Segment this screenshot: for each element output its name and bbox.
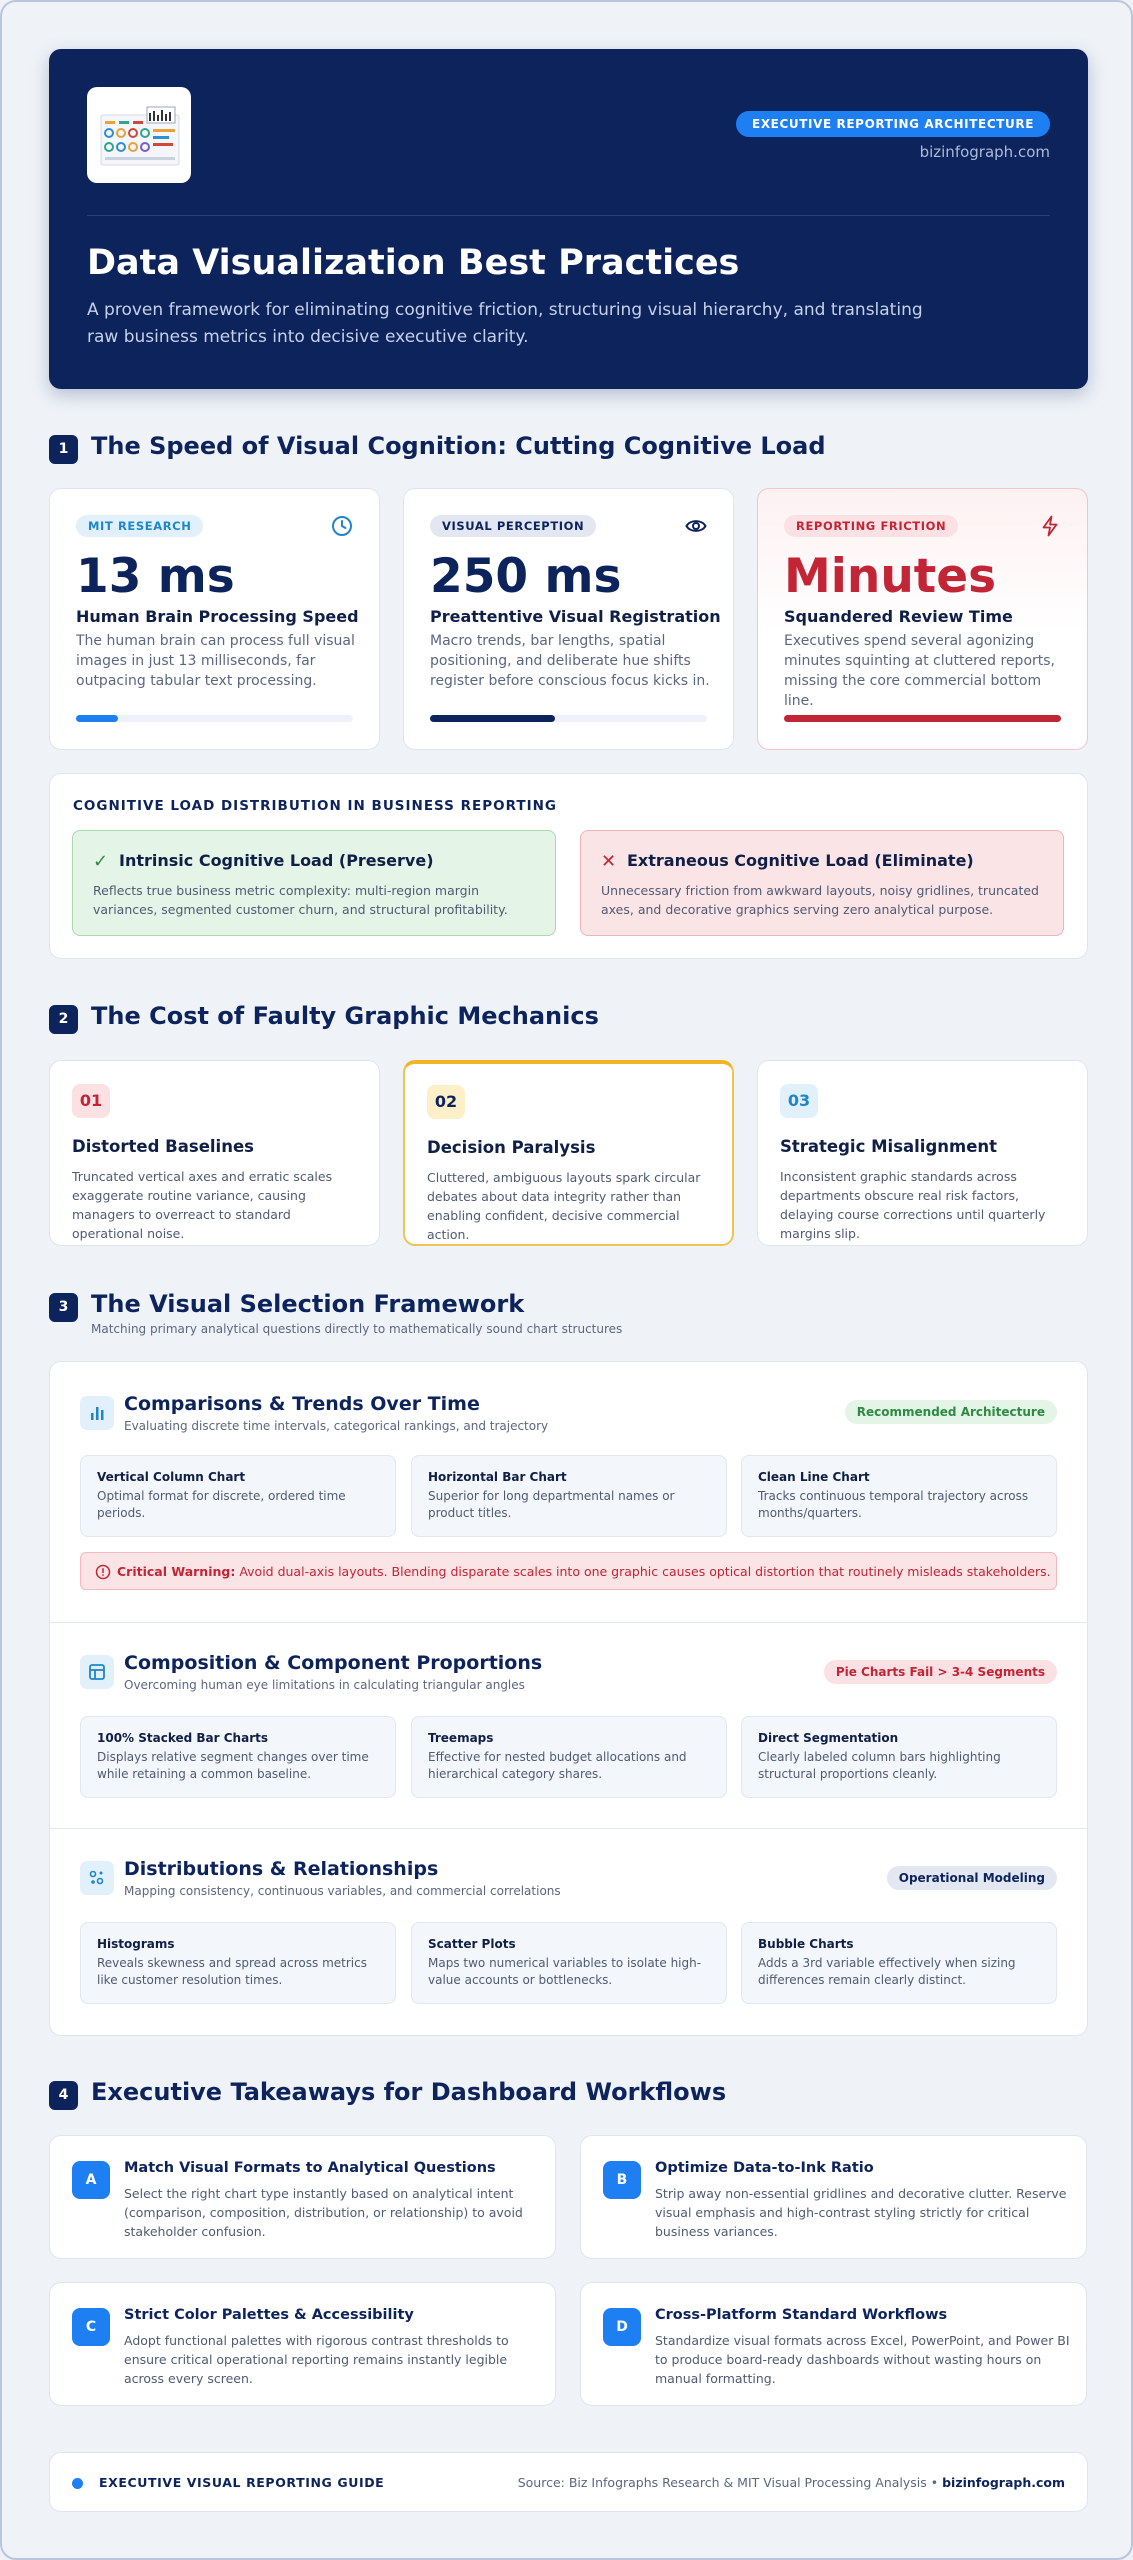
brand-logo xyxy=(87,87,191,183)
chart-option-card xyxy=(741,1455,1057,1537)
bar-chart-icon xyxy=(80,1396,114,1430)
takeaway-title: Strict Color Palettes & Accessibility xyxy=(124,2307,414,2323)
stat-card-review-time xyxy=(757,488,1088,750)
chart-option-card xyxy=(80,1455,396,1537)
footer-source xyxy=(518,2475,1065,2490)
section-subtitle: Matching primary analytical questions directly to mathematically sound chart structures xyxy=(91,1322,623,1336)
extraneous-load-title: Extraneous Cognitive Load (Eliminate) xyxy=(627,851,974,870)
critical-warning-banner xyxy=(80,1552,1057,1590)
takeaways-grid xyxy=(49,2135,1088,2407)
mechanic-title: Decision Paralysis xyxy=(427,1138,596,1157)
mechanic-number: 01 xyxy=(72,1084,110,1118)
takeaway-desc: Strip away non-essential gridlines and decorative clutter. Reserve visual emphasis and high-contrast styling strictly for critical business variances. xyxy=(655,2186,1067,2239)
stat-value: 13 ms xyxy=(76,549,235,604)
stat-description: The human brain can process full visual images in just 13 milliseconds, far outpacing tabular text processing. xyxy=(76,633,355,689)
category-title: Distributions & Relationships xyxy=(124,1858,439,1880)
takeaway-card xyxy=(49,2282,556,2406)
warning-label: Critical Warning: xyxy=(117,1564,236,1579)
stat-value: 250 ms xyxy=(430,549,622,604)
takeaway-card xyxy=(580,2135,1087,2259)
section-2-heading xyxy=(49,1002,1088,1036)
chart-option-title: Bubble Charts xyxy=(758,1937,854,1951)
takeaway-letter: C xyxy=(72,2308,110,2346)
category-badge: Pie Charts Fail > 3-4 Segments xyxy=(824,1660,1057,1684)
stat-progress-bar xyxy=(430,715,707,722)
mechanic-title: Distorted Baselines xyxy=(72,1137,254,1156)
stat-chip: VISUAL PERCEPTION xyxy=(430,515,596,537)
chart-option-desc: Optimal format for discrete, ordered time periods. xyxy=(97,1489,346,1520)
section-title: The Visual Selection Framework xyxy=(91,1290,525,1318)
page-subtitle: A proven framework for eliminating cognitive friction, structuring visual hierarchy, and translating raw business metrics into decisive executive clarity. xyxy=(87,300,923,347)
mechanic-desc: Truncated vertical axes and erratic scales exaggerate routine variance, causing managers to overreact to standard operational noise. xyxy=(72,1169,333,1241)
stat-progress-fill xyxy=(76,715,118,722)
stat-description: Executives spend several agonizing minutes squinting at cluttered reports, missing the core commercial bottom line. xyxy=(784,633,1055,709)
chart-option-title: Histograms xyxy=(97,1937,175,1951)
category-subtitle: Mapping consistency, continuous variables, and commercial correlations xyxy=(124,1884,561,1898)
takeaway-desc: Select the right chart type instantly based on analytical intent (comparison, composition, distribution, or relationship) to avoid stakeholder confusion. xyxy=(124,2186,523,2239)
stat-cards-row xyxy=(49,488,1088,750)
mechanic-desc: Inconsistent graphic standards across departments obscure real risk factors, delaying course corrections until quarterly margins slip. xyxy=(780,1169,1046,1241)
stat-label: Human Brain Processing Speed xyxy=(76,607,359,626)
chart-option-desc: Adds a 3rd variable effectively when sizing differences remain clearly distinct. xyxy=(758,1956,1016,1987)
hero-site-link[interactable]: bizinfograph.com xyxy=(919,143,1050,161)
close-icon: ✕ xyxy=(601,851,617,872)
warning-body: Avoid dual-axis layouts. Blending disparate scales into one graphic causes optical distortion that routinely misleads stakeholders. xyxy=(239,1564,1051,1579)
section-1-heading xyxy=(49,432,1088,466)
page-title: Data Visualization Best Practices xyxy=(87,243,740,283)
alert-icon xyxy=(95,1564,111,1580)
chart-option-desc: Clearly labeled column bars highlighting structural proportions cleanly. xyxy=(758,1750,1001,1781)
category-subtitle: Overcoming human eye limitations in calculating triangular angles xyxy=(124,1678,525,1692)
warning-text xyxy=(117,1564,1051,1579)
stat-progress-fill xyxy=(784,715,1061,722)
chart-option-desc: Reveals skewness and spread across metrics like customer resolution times. xyxy=(97,1956,367,1987)
scatter-icon xyxy=(80,1861,114,1895)
section-number: 4 xyxy=(49,2081,78,2110)
section-4-heading xyxy=(49,2078,1088,2112)
category-title: Composition & Component Proportions xyxy=(124,1652,543,1674)
mechanic-title: Strategic Misalignment xyxy=(780,1137,998,1156)
chart-option-desc: Effective for nested budget allocations and hierarchical category shares. xyxy=(428,1750,687,1781)
takeaway-letter: A xyxy=(72,2161,110,2199)
takeaway-desc: Standardize visual formats across Excel, PowerPoint, and Power BI to produce board-ready dashboards without wasting hours on manual formatting. xyxy=(655,2333,1070,2386)
selection-framework-panel xyxy=(49,1361,1088,2036)
chart-option-title: Clean Line Chart xyxy=(758,1470,870,1484)
category-badge: Operational Modeling xyxy=(887,1866,1057,1890)
chart-option-desc: Displays relative segment changes over time while retaining a common baseline. xyxy=(97,1750,369,1781)
takeaway-title: Match Visual Formats to Analytical Questions xyxy=(124,2160,496,2176)
stat-chip: REPORTING FRICTION xyxy=(784,515,958,537)
intrinsic-load-box xyxy=(72,830,556,936)
takeaway-letter: B xyxy=(603,2161,641,2199)
section-3-heading xyxy=(49,1290,1088,1340)
hero-tag: EXECUTIVE REPORTING ARCHITECTURE xyxy=(736,111,1050,137)
chart-option-desc: Tracks continuous temporal trajectory across months/quarters. xyxy=(758,1489,1029,1520)
chart-option-card xyxy=(80,1716,396,1798)
section-number: 1 xyxy=(49,435,78,464)
stat-card-processing-speed xyxy=(49,488,380,750)
stat-progress-fill xyxy=(430,715,555,722)
chart-option-title: Direct Segmentation xyxy=(758,1731,899,1745)
hero-divider xyxy=(87,215,1050,216)
stat-progress-bar xyxy=(784,715,1061,722)
mechanic-card-paralysis xyxy=(403,1060,734,1246)
eye-icon xyxy=(685,515,707,537)
section-number: 3 xyxy=(49,1293,78,1322)
mechanics-row xyxy=(49,1060,1088,1248)
footer-source-text: Source: Biz Infographs Research & MIT Visual Processing Analysis • xyxy=(517,2475,939,2490)
hero-banner xyxy=(49,49,1088,389)
section-number: 2 xyxy=(49,1005,78,1034)
mechanic-card-misalignment xyxy=(757,1060,1088,1246)
category-title: Comparisons & Trends Over Time xyxy=(124,1393,480,1415)
takeaway-title: Cross-Platform Standard Workflows xyxy=(655,2307,948,2323)
layout-icon xyxy=(80,1655,114,1689)
check-icon: ✓ xyxy=(93,851,109,872)
chart-option-card xyxy=(411,1716,727,1798)
chart-option-card xyxy=(411,1922,727,2004)
mechanic-number: 03 xyxy=(780,1084,818,1118)
category-composition xyxy=(50,1623,1087,1828)
clock-icon xyxy=(331,515,353,537)
lightning-icon xyxy=(1039,515,1061,537)
mechanic-card-baselines xyxy=(49,1060,380,1246)
section-title: Executive Takeaways for Dashboard Workflows xyxy=(91,2078,727,2106)
stat-description: Macro trends, bar lengths, spatial positioning, and deliberate hue shifts register before conscious focus kicks in. xyxy=(430,633,710,689)
stat-progress-bar xyxy=(76,715,353,722)
stat-card-visual-registration xyxy=(403,488,734,750)
mechanic-desc: Cluttered, ambiguous layouts spark circular debates about data integrity rather than enabling confident, decisive commercial action. xyxy=(427,1170,701,1242)
chart-option-card xyxy=(80,1922,396,2004)
stat-value: Minutes xyxy=(784,549,997,604)
cognitive-load-heading: COGNITIVE LOAD DISTRIBUTION IN BUSINESS REPORTING xyxy=(73,798,557,814)
chart-option-title: Treemaps xyxy=(428,1731,494,1745)
category-comparisons xyxy=(50,1362,1087,1622)
footer-bar xyxy=(49,2452,1088,2512)
mechanic-number: 02 xyxy=(427,1085,465,1119)
stat-chip: MIT RESEARCH xyxy=(76,515,203,537)
takeaway-letter: D xyxy=(603,2308,641,2346)
chart-option-title: Vertical Column Chart xyxy=(97,1470,246,1484)
takeaway-card xyxy=(580,2282,1087,2406)
section-title: The Cost of Faulty Graphic Mechanics xyxy=(91,1002,599,1030)
stat-label: Squandered Review Time xyxy=(784,607,1013,626)
extraneous-load-box xyxy=(580,830,1064,936)
chart-option-title: Horizontal Bar Chart xyxy=(428,1470,567,1484)
section-title: The Speed of Visual Cognition: Cutting Cognitive Load xyxy=(91,432,826,460)
chart-option-desc: Superior for long departmental names or product titles. xyxy=(428,1489,675,1520)
chart-option-card xyxy=(741,1922,1057,2004)
takeaway-title: Optimize Data-to-Ink Ratio xyxy=(655,2160,874,2176)
intrinsic-load-title: Intrinsic Cognitive Load (Preserve) xyxy=(119,851,434,870)
category-badge: Recommended Architecture xyxy=(845,1400,1057,1424)
chart-option-title: 100% Stacked Bar Charts xyxy=(97,1731,268,1745)
footer-label: EXECUTIVE VISUAL REPORTING GUIDE xyxy=(99,2475,385,2490)
chart-option-card xyxy=(741,1716,1057,1798)
intrinsic-load-desc: Reflects true business metric complexity: multi-region margin variances, segmented customer churn, and structural profitability. xyxy=(93,883,508,917)
chart-option-desc: Maps two numerical variables to isolate high-value accounts or bottlenecks. xyxy=(428,1956,702,1987)
extraneous-load-desc: Unnecessary friction from awkward layouts, noisy gridlines, truncated axes, and decorative graphics serving zero analytical purpose. xyxy=(601,883,1039,917)
chart-option-card xyxy=(411,1455,727,1537)
chart-option-title: Scatter Plots xyxy=(428,1937,516,1951)
footer-dot-icon xyxy=(72,2478,83,2489)
category-subtitle: Evaluating discrete time intervals, categorical rankings, and trajectory xyxy=(124,1419,549,1433)
cognitive-load-panel xyxy=(49,773,1088,959)
takeaway-desc: Adopt functional palettes with rigorous contrast thresholds to ensure critical operational reporting remains instantly legible across every screen. xyxy=(124,2333,509,2386)
footer-site-link[interactable]: bizinfograph.com xyxy=(942,2475,1065,2490)
takeaway-card xyxy=(49,2135,556,2259)
category-distributions xyxy=(50,1829,1087,2034)
stat-label: Preattentive Visual Registration xyxy=(430,607,721,626)
